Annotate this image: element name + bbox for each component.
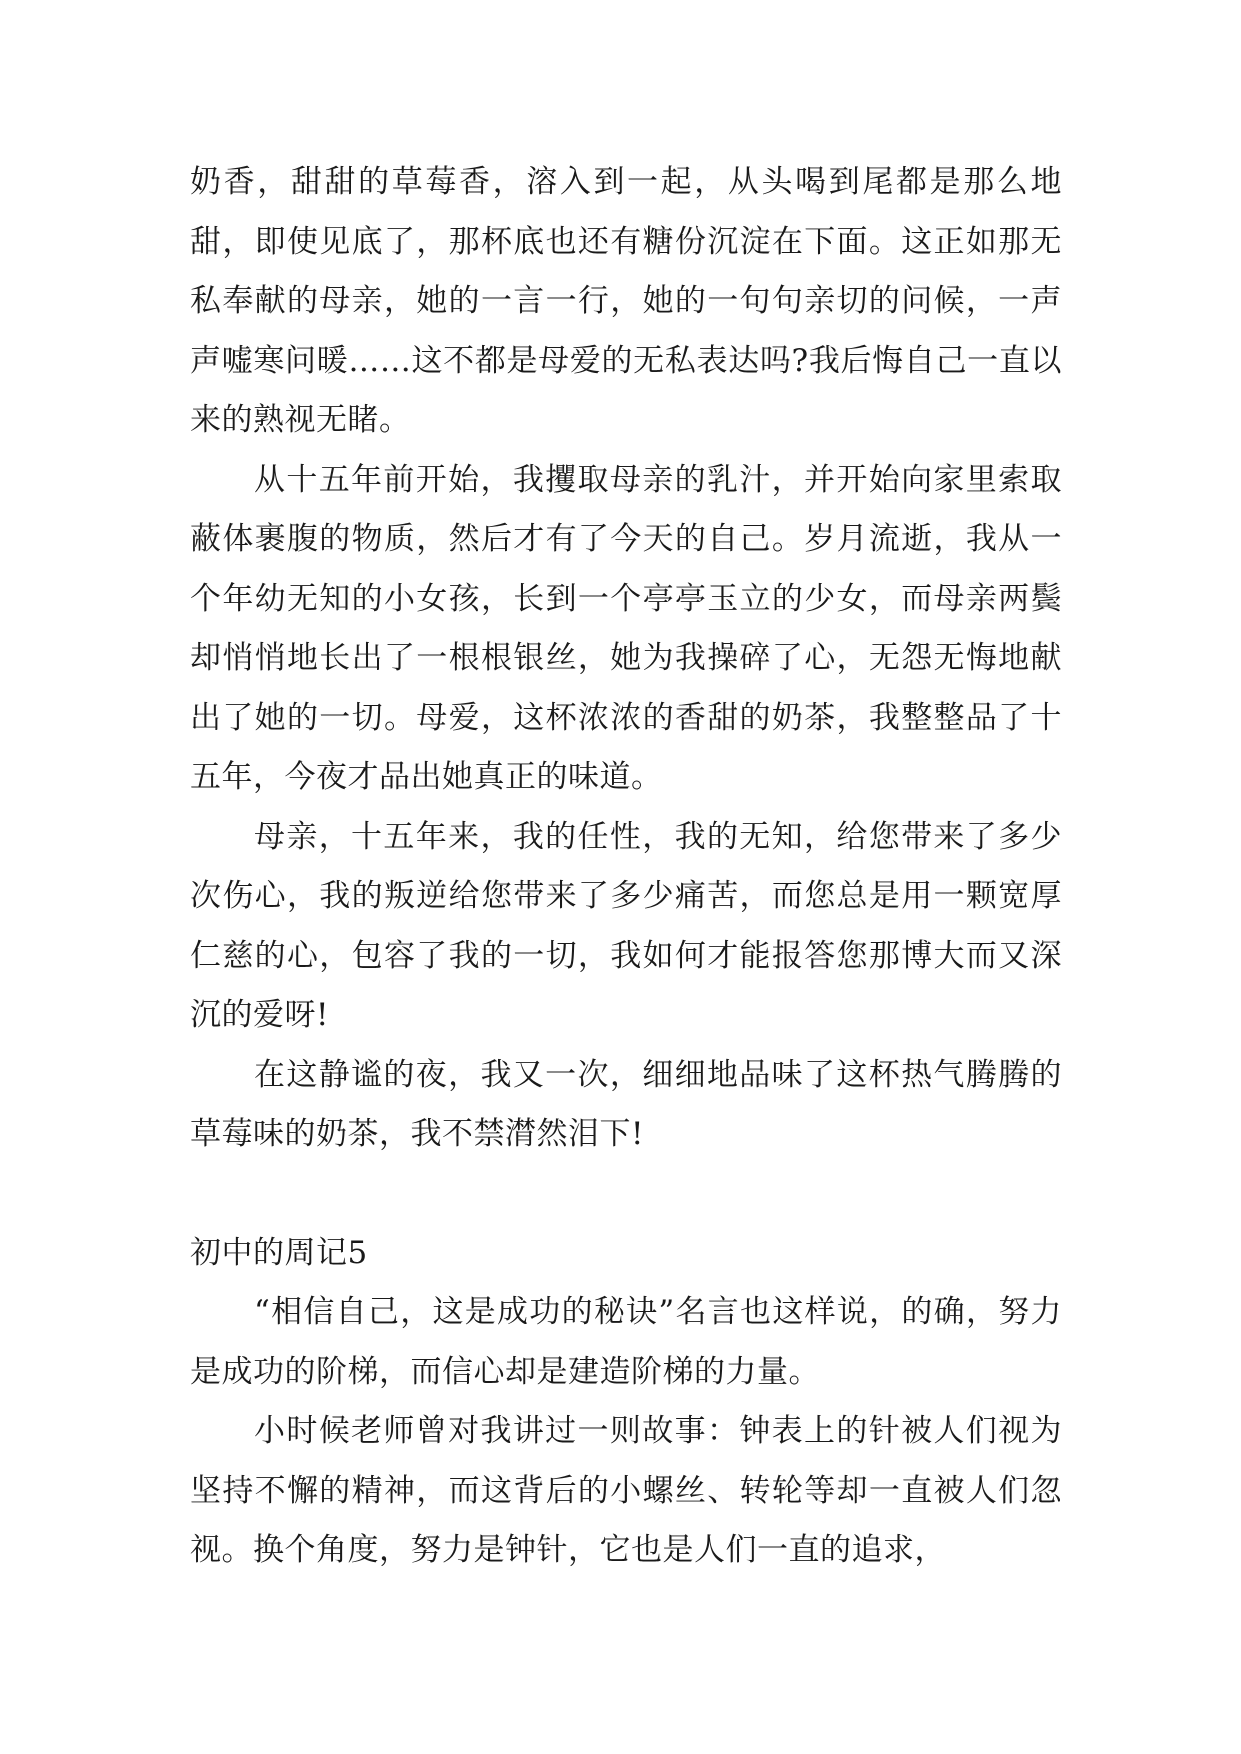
paragraph-milk-tea-sweetness: 奶香，甜甜的草莓香，溶入到一起，从头喝到尾都是那么地甜，即使见底了，那杯底也还有糖份沉淀在下面。这正如那无私奉献的母亲，她的一言一行，她的一句句亲切的问候，一声声嘘寒问暖……这不都是母爱的无私表达吗?我后悔自己一直以来的熟视无睹。: [190, 164, 1062, 438]
document-body: [190, 153, 1062, 1581]
paragraph-quiet-night: 在这静谧的夜，我又一次，细细地品味了这杯热气腾腾的草莓味的奶茶，我不禁潸然泪下!: [190, 1056, 1062, 1152]
paragraph-believe-yourself: “相信自己，这是成功的秘诀”名言也这样说，的确，努力是成功的阶梯，而信心却是建造阶梯的力量。: [190, 1294, 1062, 1390]
paragraph-mother-love: 母亲，十五年来，我的任性，我的无知，给您带来了多少次伤心，我的叛逆给您带来了多少痛苦，而您总是用一颗宽厚仁慈的心，包容了我的一切，我如何才能报答您那博大而又深沉的爱呀!: [190, 818, 1062, 1033]
paragraph-fifteen-years: 从十五年前开始，我攫取母亲的乳汁，并开始向家里索取蔽体裹腹的物质，然后才有了今天的自己。岁月流逝，我从一个年幼无知的小女孩，长到一个亭亭玉立的少女，而母亲两鬓却悄悄地长出了一根根银丝，她为我操碎了心，无怨无悔地献出了她的一切。母爱，这杯浓浓的香甜的奶茶，我整整品了十五年，今夜才品出她真正的味道。: [190, 461, 1062, 795]
paragraph-clock-story: 小时候老师曾对我讲过一则故事：钟表上的针被人们视为坚持不懈的精神，而这背后的小螺丝、转轮等却一直被人们忽视。换个角度，努力是钟针，它也是人们一直的追求，: [190, 1413, 1062, 1568]
section-heading: 初中的周记5: [190, 1234, 368, 1271]
